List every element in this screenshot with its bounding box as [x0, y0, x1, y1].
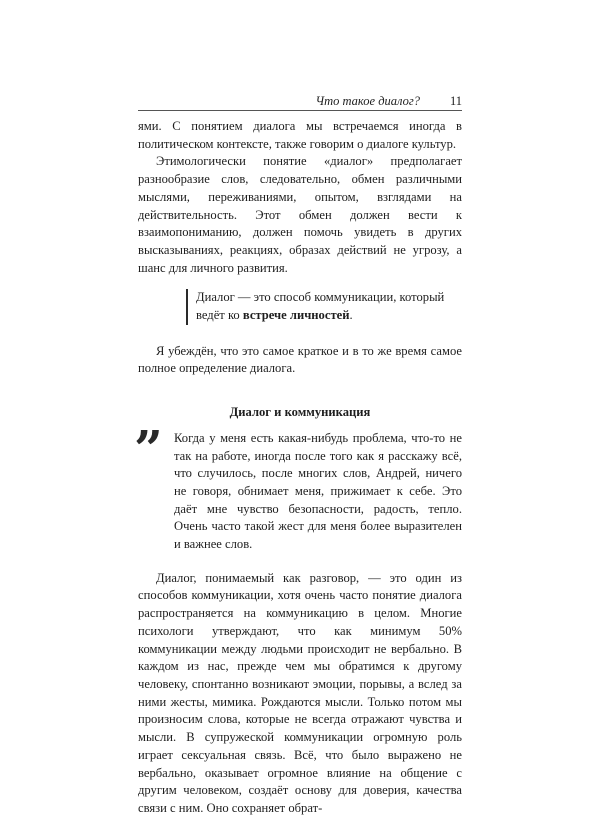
paragraph-etymology: Этимологически понятие «диалог» предполагает разнообразие слов, следовательно, обмен различными мыслями, переживаниями, опытом, взглядами на действительность. Этот обмен должен вести к взаимопониманию, должен помочь увидеть в других высказываниях, реакциях, образах действий не угрозу, а шанс для личного развития.	[138, 154, 462, 275]
section-heading: Диалог и коммуникация	[229, 405, 371, 420]
quote-end: .	[349, 308, 353, 323]
running-header	[138, 94, 462, 111]
quotation-mark-icon: ”	[134, 418, 163, 478]
quote-text: Диалог — это способ коммуникации, который ведёт ко	[196, 290, 445, 323]
quote-emphasis: встрече личностей	[242, 308, 350, 323]
page-body	[134, 118, 462, 818]
page-number: 11	[449, 94, 462, 108]
running-title: Что такое диалог?	[315, 94, 420, 108]
paragraph-communication: Диалог, понимаемый как разговор, — это один из способов коммуникации, хотя очень часто понятие диалога распространяется на коммуникацию в целом. Многие психологи утверждают, что как минимум 50% коммуникации между людьми происходит не вербально. В каждом из нас, прежде чем мы обратимся к другому человеку, спонтанно возникают эмоции, порывы, а вслед за ними жесты, мимика. Рождаются мысли. Только потом мы произносим слова, которые не всегда отражают чувства и мысли. В супружеской коммуникации огромную роль играет сексуальная связь. Всё, что было выражено не вербально, оказывает огромное влияние на общение с другим человеком, создаёт основу для доверия, качества связи с ним. Оно сохраняет обрат-	[138, 570, 462, 815]
definition-quote	[186, 289, 462, 324]
testimonial-block	[134, 418, 462, 554]
paragraph-continuation: ями. С понятием диалога мы встречаемся иногда в политическом контексте, также говорим о диалоге культур.	[138, 119, 462, 151]
testimonial-text: Когда у меня есть какая-нибудь проблема, что-то не так на работе, иногда после того как я расскажу всё, что случилось, после многих слов, Андрей, ничего не говоря, обнимает меня, прижимает к себе. Это даёт мне чувство безопасности, радость, тепло. Очень часто такой жест для меня более выразителен и важнее слов.	[174, 430, 462, 552]
paragraph-conviction: Я убеждён, что это самое краткое и в то же время самое полное определение диалога.	[138, 343, 462, 376]
